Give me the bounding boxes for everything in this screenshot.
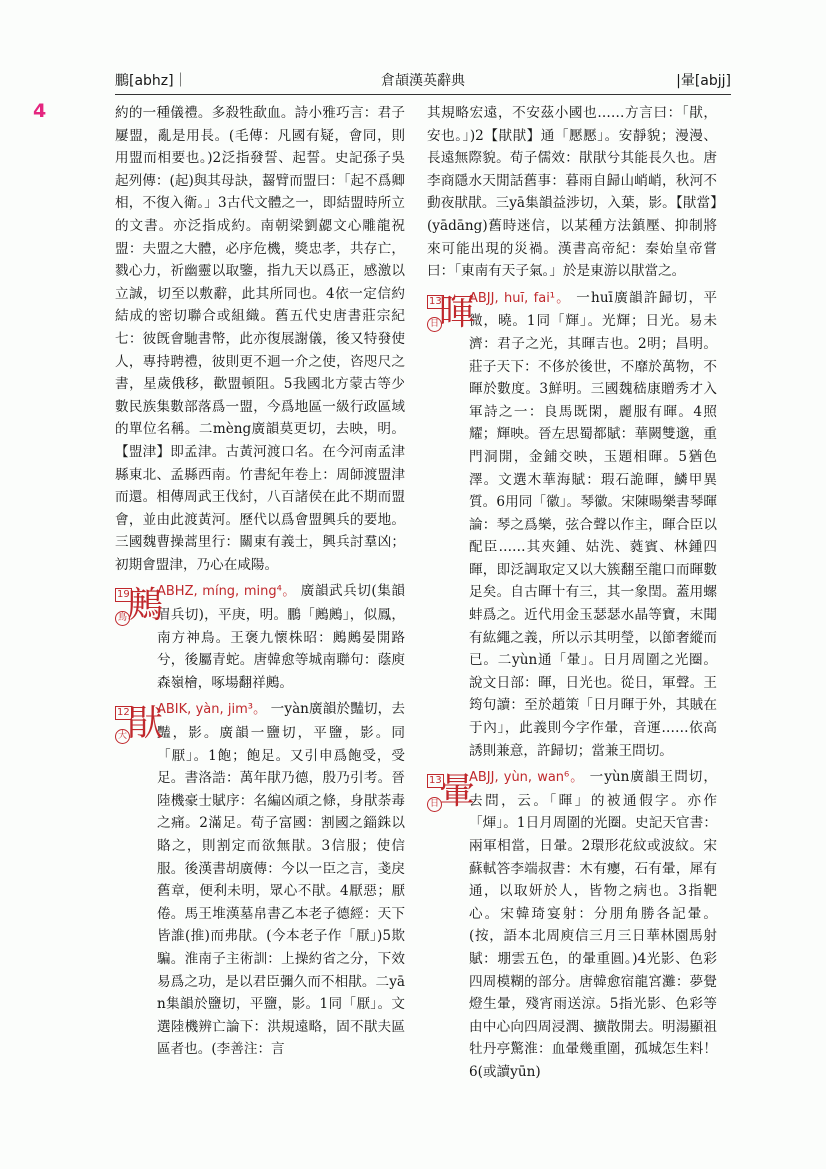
header-right-guide: |暈[abjj] <box>676 73 731 89</box>
continued-entry-text: 約的一種儀禮。多殺牲歃血。詩小雅巧言：君子屢盟，亂是用長。(毛傳：凡國有疑，會同，則用盟而相要也。)2泛指發誓、起誓。史記孫子吳起列傳：(起)與其母訣，齧臂而盟曰：「起不爲卿相，不復入衛。」3古代文體之一，即結盟時所立的文書。亦泛指成約。南朝梁劉勰文心雕龍祝盟：夫盟之大體，必序危機，獎忠孝，共存亡，戮心力，祈幽靈以取鑒，指九天以爲正，感激以立誠，切至以敷辭，此其所同也。4依一定信約結成的密切聯合或組織。舊五代史唐書莊宗紀七：彼旣會馳書幣，此亦復展謝儀，後又特發使人，專持聘禮，彼則更不迴一介之使，咨咫尺之書，星歲俄移，歡盟頓阻。5我國北方蒙古等少數民族集數部落爲一盟，今爲地區一級行政區域的單位名稱。二mèng廣韻莫更切，去映，明。【盟津】即孟津。古黃河渡口名。在今河南孟津縣東北、孟縣西南。竹書紀年卷上：周師渡盟津而還。相傳周武王伐紂，八百諸侯在此不期而盟會，並由此渡黃河。歷代以爲會盟興兵的要地。三國魏曹操蒿里行：關東有義士，興兵討羣凶；初期會盟津，乃心在咸陽。 <box>115 105 405 573</box>
page-header <box>115 70 731 92</box>
headword-block <box>427 289 476 334</box>
dictionary-title: 倉頡漢英辭典 <box>381 73 465 89</box>
cangjie-code-pronunciation: ABIK, yàn, jim³。 <box>157 702 267 718</box>
entry-definition: 一yùn廣韻王問切，去問，云。「暉」的被通假字。亦作「煇」。1日月周圍的光圈。史記天官書：兩軍相當，日暈。2環形花紋或波紋。宋蘇軾答李端叔書：木有癭，石有暈，犀有通，以取妍於人，皆物之病也。3指靶心。宋韓琦宴射：分朋角勝各記暈。(按，語本北周庾信三月三日華林園馬射賦：堋雲五色，的暈重圓。)4光影、色彩四周模糊的部分。唐韓愈宿龍宮灘：夢覺燈生暈，殘宵雨送涼。5指光影、色彩等由中心向四周浸潤、擴散開去。明湯顯祖牡丹亭驚淮：血暈幾重圍，孤城怎生料！6(或讀yūn) <box>469 769 717 1080</box>
continued-entry-text: 其規略宏遠，不安茲小國也……方言曰：「猒，安也。」)2【猒猒】通「懕懕」。安靜貌；漫漫、長遠無際貌。荀子儒效：猒猒兮其能長久也。唐李商隱水天閒話舊事：暮雨自歸山峭峭，秋河不動夜猒猒。三yā集韻益涉切，入葉，影。【猒當】(yādāng)舊時迷信，以某種方法鎮壓、抑制將來可能出現的災禍。漢書高帝紀：秦始皇帝嘗曰：「東南有天子氣。」於是東游以猒當之。 <box>427 105 717 280</box>
headword-character: 暈 <box>439 771 476 813</box>
right-column <box>427 102 717 1084</box>
stroke-count: 12 <box>117 707 130 719</box>
cangjie-code-pronunciation: ABJJ, huī, fai¹。 <box>469 290 571 306</box>
headword-character: 鶊 <box>127 585 164 627</box>
entry-definition: 一huī廣韻許歸切，平微，曉。1同「輝」。光輝；日光。易未濟：君子之光，其暉吉也。2明；昌明。莊子天下：不侈於後世，不靡於萬物，不暉於數度。3鮮明。三國魏嵇康贈秀才入軍詩之一：良馬既閑，麗服有暉。4照耀；輝映。晉左思蜀都賦：華闕雙邈，重門洞開，金鋪交映，玉題相暉。5猶色澤。文選木華海賦：瑕石詭暉，鱗甲異質。6用同「徽」。琴徽。宋陳暘樂書琴暉論：琴之爲樂，弦合聲以作主，暉合臣以配臣……其夾鍾、姑洗、蕤賓、林鍾四暉，即泛調取定又以大簇翻至龍口而暉數足矣。自古暉十有三，其一象閏。蓋用螺蚌爲之。近代用金玉瑟瑟水晶等寶，末聞有紘繩之義，所以示其明瑩，以節奢縱而已。二yùn通「暈」。日月周圍之光圈。說文日部：暉，日光也。從日，軍聲。王筠句讀：至於趙策「日月暉于外，其賊在于內」，此義則今字作暈，音運……依高誘則兼意，許歸切；當兼王問切。 <box>469 289 718 759</box>
entry-definition: 一yàn廣韻於豔切，去豔，影。廣韻一鹽切，平鹽，影。同「厭」。1飽；飽足。又引申爲飽受，受足。書洛誥：萬年猒乃德，殷乃引考。晉陸機豪士賦序：名編凶頑之條，身猒荼毒之痛。2滿足。荀子富國：割國之錙銖以賂之，則割定而欲無猒。3信服；使信服。後漢書胡廣傳：今以一臣之言，戔戾舊章，便利未明，眾心不猒。4厭惡；厭倦。馬王堆漢墓帛書乙本老子德經：天下皆誰(推)而弗猒。(今本老子作「厭」)5欺騙。淮南子主術訓：上操約省之分，下效易爲之功，是以君臣彌久而不相猒。二yān集韻於鹽切，平鹽，影。1同「厭」。文選陸機辨亡論下：洪規遠略，固不猒夫區區者也。(李善注：言 <box>157 701 405 1058</box>
stroke-count: 13 <box>429 295 442 307</box>
radical-badge: 大 <box>115 729 130 744</box>
dictionary-entry <box>427 287 717 762</box>
header-rule <box>115 94 731 95</box>
cangjie-code-pronunciation: ABHZ, míng, ming⁴。 <box>157 584 296 600</box>
headword-character: 猒 <box>127 703 164 745</box>
cangjie-code-pronunciation: ABJJ, yùn, wan⁶。 <box>469 770 585 786</box>
headword-character: 暉 <box>439 291 476 333</box>
stroke-count: 13 <box>429 775 442 787</box>
radical-badge: 鳥 <box>115 611 130 626</box>
stroke-count: 19 <box>117 589 130 601</box>
page-marker: 4 <box>33 100 47 122</box>
radical-badge: 日 <box>427 797 442 812</box>
dictionary-entry <box>427 766 717 1083</box>
dictionary-entry <box>115 580 405 694</box>
headword-block <box>115 582 164 627</box>
headword-block <box>427 768 476 813</box>
left-column <box>115 102 405 1061</box>
headword-block <box>115 700 164 745</box>
radical-badge: 日 <box>427 317 442 332</box>
header-left-guide: 鵬[abhz]｜ <box>115 73 188 89</box>
entry-definition: 廣韻武兵切(集韻眉兵切)，平庚，明。鵬「鶊鶊」，似鳳，南方神鳥。王褒九懷株昭：鶊鶊晏開路兮，後屬青蛇。唐韓愈等城南聯句：蔭庾森嶺檜，啄場翻祥鶊。 <box>157 583 405 691</box>
dictionary-entry <box>115 698 405 1061</box>
